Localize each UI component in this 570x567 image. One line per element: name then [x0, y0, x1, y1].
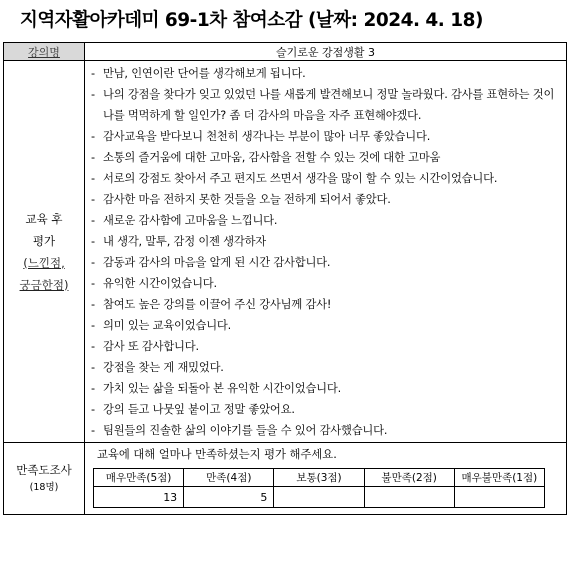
- list-item: - 감사한 마음 전하지 못한 것들을 오늘 전하게 되어서 좋았다.: [89, 189, 562, 210]
- value-neutral: [274, 487, 364, 508]
- lecture-label: 강의명: [4, 43, 85, 61]
- value-dissatisfied: [364, 487, 454, 508]
- feedback-label-line4: 궁금한점): [19, 277, 69, 292]
- page-title: 지역자활아카데미 69-1차 참여소감 (날짜: 2024. 4. 18): [20, 10, 483, 31]
- satisfaction-question: 교육에 대해 얼마나 만족하셨는지 평가 해주세요.: [97, 448, 337, 461]
- value-very-satisfied: 13: [94, 487, 184, 508]
- feedback-row: [4, 61, 567, 443]
- list-item: - 내 생각, 말투, 감정 이젠 생각하자: [89, 231, 562, 252]
- list-item: - 소통의 즐거움에 대한 고마움, 감사함을 전할 수 있는 것에 대한 고마움: [89, 147, 562, 168]
- satisfaction-cell: [85, 443, 567, 515]
- list-item: - 새로운 감사함에 고마움을 느낍니다.: [89, 210, 562, 231]
- list-item: - 가치 있는 삶을 되돌아 본 유익한 시간이었습니다.: [89, 378, 562, 399]
- satisfaction-label: [4, 443, 85, 515]
- scale-very-satisfied: 매우만족(5점): [94, 469, 184, 487]
- feedback-label: [4, 61, 85, 443]
- list-item: - 팀원들의 진솔한 삶의 이야기를 들을 수 있어 감사했습니다.: [89, 420, 562, 441]
- list-item: - 강의 듣고 나뭇잎 붙이고 정말 좋았어요.: [89, 399, 562, 420]
- feedback-cell: [85, 61, 567, 443]
- list-item: - 만남, 인연이란 단어를 생각해보게 됩니다.: [89, 63, 562, 84]
- respondent-count: (18명): [29, 481, 59, 493]
- lecture-name: 슬기로운 강점생활 3: [85, 43, 567, 61]
- satisfaction-title: 만족도조사: [16, 462, 72, 477]
- value-satisfied: 5: [184, 487, 274, 508]
- list-item: - 유익한 시간이었습니다.: [89, 273, 562, 294]
- list-item: - 감동과 감사의 마음을 알게 된 시간 감사합니다.: [89, 252, 562, 273]
- survey-table: [3, 42, 567, 515]
- list-item: - 강점을 찾는 게 재밌었다.: [89, 357, 562, 378]
- scale-neutral: 보통(3점): [274, 469, 364, 487]
- satisfaction-header-row: [94, 469, 545, 487]
- scale-very-dissatisfied: 매우불만족(1점): [454, 469, 544, 487]
- feedback-label-line3: (느낀점,: [23, 255, 65, 270]
- feedback-list: [85, 61, 566, 442]
- list-item: - 감사교육을 받다보니 천천히 생각나는 부분이 많아 너무 좋았습니다.: [89, 126, 562, 147]
- satisfaction-row: [4, 443, 567, 515]
- value-very-dissatisfied: [454, 487, 544, 508]
- list-item: - 서로의 강점도 찾아서 주고 편지도 쓰면서 생각을 많이 할 수 있는 시간이었습니다.: [89, 168, 562, 189]
- satisfaction-values-row: [94, 487, 545, 508]
- scale-dissatisfied: 불만족(2점): [364, 469, 454, 487]
- list-item: - 감사 또 감사합니다.: [89, 336, 562, 357]
- feedback-label-line2: 평가: [32, 233, 56, 248]
- scale-satisfied: 만족(4점): [184, 469, 274, 487]
- header-row: [4, 43, 567, 61]
- list-item: - 나의 강점을 찾다가 잊고 있었던 나를 새롭게 발견해보니 정말 놀라웠다. 감사를 표현하는 것이 나를 먹먹하게 할 일인가? 좀 더 감사의 마음을 자주 표현해야겠다.: [89, 84, 562, 126]
- feedback-label-line1: 교육 후: [25, 211, 63, 226]
- satisfaction-table: [93, 468, 545, 508]
- list-item: - 의미 있는 교육이었습니다.: [89, 315, 562, 336]
- list-item: - 참여도 높은 강의를 이끌어 주신 강사님께 감사!: [89, 294, 562, 315]
